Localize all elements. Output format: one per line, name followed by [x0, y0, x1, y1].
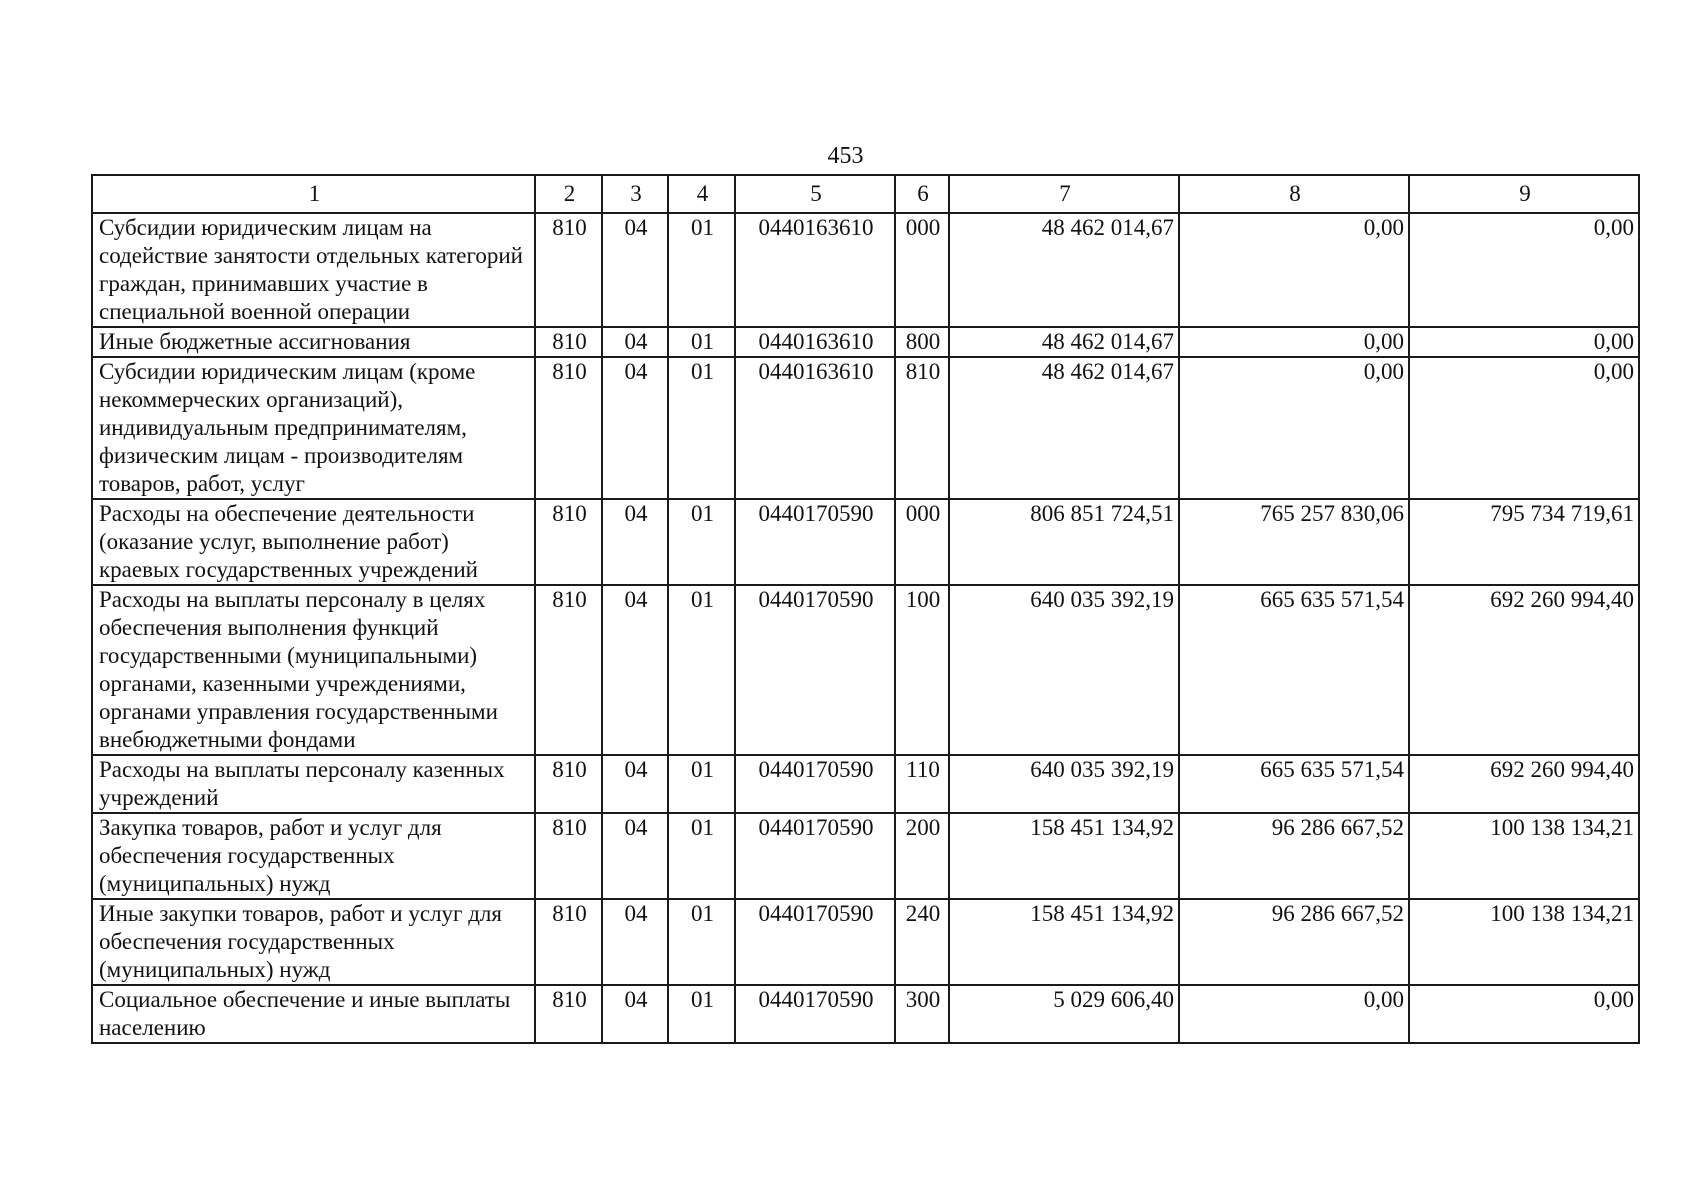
code-col4: 01 — [668, 213, 735, 327]
code-col3: 04 — [602, 213, 668, 327]
column-header-5: 5 — [735, 175, 895, 213]
amount-col7: 640 035 392,19 — [949, 585, 1179, 755]
amount-col7: 48 462 014,67 — [949, 327, 1179, 357]
code-col2: 810 — [535, 499, 602, 585]
code-col5: 0440163610 — [735, 327, 895, 357]
column-header-6: 6 — [895, 175, 949, 213]
code-col6: 200 — [895, 813, 949, 899]
item-name: Расходы на выплаты персоналу в целях обеспечения выполнения функций государственными (муниципальными) органами, казенными учреждениями, органами управления государственными внебюджетными фондами — [92, 585, 535, 755]
code-col5: 0440163610 — [735, 213, 895, 327]
amount-col7: 48 462 014,67 — [949, 213, 1179, 327]
table-row — [92, 585, 1639, 755]
code-col6: 240 — [895, 899, 949, 985]
code-col4: 01 — [668, 755, 735, 813]
code-col4: 01 — [668, 357, 735, 499]
code-col4: 01 — [668, 813, 735, 899]
amount-col9: 692 260 994,40 — [1409, 585, 1639, 755]
item-name: Расходы на выплаты персоналу казенных учреждений — [92, 755, 535, 813]
column-header-9: 9 — [1409, 175, 1639, 213]
code-col2: 810 — [535, 213, 602, 327]
column-header-4: 4 — [668, 175, 735, 213]
code-col5: 0440170590 — [735, 899, 895, 985]
amount-col8: 96 286 667,52 — [1179, 813, 1409, 899]
amount-col9: 0,00 — [1409, 985, 1639, 1043]
table-row — [92, 213, 1639, 327]
column-header-2: 2 — [535, 175, 602, 213]
amount-col7: 806 851 724,51 — [949, 499, 1179, 585]
code-col3: 04 — [602, 357, 668, 499]
budget-table — [91, 174, 1640, 1044]
table-row — [92, 755, 1639, 813]
code-col4: 01 — [668, 899, 735, 985]
amount-col7: 158 451 134,92 — [949, 813, 1179, 899]
amount-col7: 48 462 014,67 — [949, 357, 1179, 499]
amount-col9: 692 260 994,40 — [1409, 755, 1639, 813]
table-row — [92, 499, 1639, 585]
amount-col9: 100 138 134,21 — [1409, 813, 1639, 899]
amount-col7: 640 035 392,19 — [949, 755, 1179, 813]
code-col3: 04 — [602, 327, 668, 357]
item-name: Социальное обеспечение и иные выплаты населению — [92, 985, 535, 1043]
code-col3: 04 — [602, 813, 668, 899]
amount-col7: 5 029 606,40 — [949, 985, 1179, 1043]
column-header-8: 8 — [1179, 175, 1409, 213]
amount-col9: 0,00 — [1409, 357, 1639, 499]
code-col6: 000 — [895, 499, 949, 585]
code-col2: 810 — [535, 985, 602, 1043]
code-col5: 0440170590 — [735, 755, 895, 813]
amount-col8: 0,00 — [1179, 985, 1409, 1043]
header-row — [92, 175, 1639, 213]
code-col2: 810 — [535, 899, 602, 985]
column-header-3: 3 — [602, 175, 668, 213]
code-col6: 100 — [895, 585, 949, 755]
item-name: Закупка товаров, работ и услуг для обеспечения государственных (муниципальных) нужд — [92, 813, 535, 899]
amount-col9: 0,00 — [1409, 213, 1639, 327]
amount-col9: 0,00 — [1409, 327, 1639, 357]
code-col2: 810 — [535, 585, 602, 755]
column-header-7: 7 — [949, 175, 1179, 213]
code-col5: 0440163610 — [735, 357, 895, 499]
code-col3: 04 — [602, 585, 668, 755]
code-col5: 0440170590 — [735, 985, 895, 1043]
code-col4: 01 — [668, 499, 735, 585]
code-col5: 0440170590 — [735, 813, 895, 899]
code-col4: 01 — [668, 585, 735, 755]
amount-col8: 0,00 — [1179, 357, 1409, 499]
code-col3: 04 — [602, 985, 668, 1043]
code-col3: 04 — [602, 899, 668, 985]
amount-col7: 158 451 134,92 — [949, 899, 1179, 985]
code-col5: 0440170590 — [735, 499, 895, 585]
amount-col9: 100 138 134,21 — [1409, 899, 1639, 985]
code-col2: 810 — [535, 813, 602, 899]
table-row — [92, 813, 1639, 899]
code-col2: 810 — [535, 357, 602, 499]
amount-col8: 0,00 — [1179, 213, 1409, 327]
code-col5: 0440170590 — [735, 585, 895, 755]
amount-col8: 665 635 571,54 — [1179, 585, 1409, 755]
column-header-1: 1 — [92, 175, 535, 213]
item-name: Иные закупки товаров, работ и услуг для обеспечения государственных (муниципальных) нужд — [92, 899, 535, 985]
item-name: Субсидии юридическим лицам (кроме некоммерческих организаций), индивидуальным предпринимателям, физическим лицам - производителям товаров, работ, услуг — [92, 357, 535, 499]
table-row — [92, 327, 1639, 357]
amount-col8: 0,00 — [1179, 327, 1409, 357]
amount-col8: 665 635 571,54 — [1179, 755, 1409, 813]
code-col4: 01 — [668, 327, 735, 357]
code-col2: 810 — [535, 327, 602, 357]
code-col6: 300 — [895, 985, 949, 1043]
code-col4: 01 — [668, 985, 735, 1043]
item-name: Иные бюджетные ассигнования — [92, 327, 535, 357]
code-col6: 800 — [895, 327, 949, 357]
table-row — [92, 985, 1639, 1043]
code-col6: 810 — [895, 357, 949, 499]
amount-col8: 96 286 667,52 — [1179, 899, 1409, 985]
amount-col9: 795 734 719,61 — [1409, 499, 1639, 585]
page-number: 453 — [827, 143, 864, 169]
table-row — [92, 899, 1639, 985]
table-row — [92, 357, 1639, 499]
item-name: Субсидии юридическим лицам на содействие занятости отдельных категорий граждан, принимавших участие в специальной военной операции — [92, 213, 535, 327]
code-col6: 110 — [895, 755, 949, 813]
code-col6: 000 — [895, 213, 949, 327]
code-col3: 04 — [602, 499, 668, 585]
code-col2: 810 — [535, 755, 602, 813]
amount-col8: 765 257 830,06 — [1179, 499, 1409, 585]
item-name: Расходы на обеспечение деятельности (оказание услуг, выполнение работ) краевых государственных учреждений — [92, 499, 535, 585]
code-col3: 04 — [602, 755, 668, 813]
